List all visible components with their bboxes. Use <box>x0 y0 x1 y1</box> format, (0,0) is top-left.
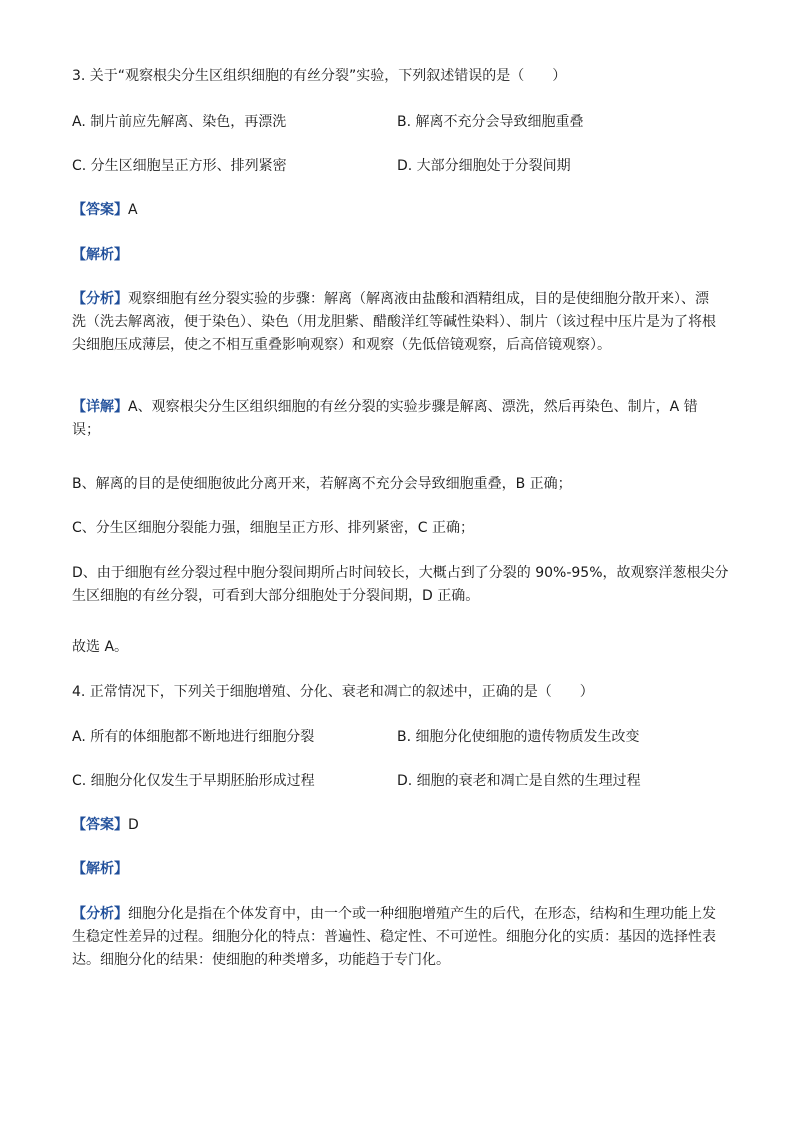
q4-option-a: A. 所有的体细胞都不断地进行细胞分裂 <box>72 729 315 745</box>
q3-option-a: A. 制片前应先解离、染色，再漂洗 <box>72 114 287 130</box>
analysis-tag: 【解析】 <box>72 861 128 877</box>
q3-analysis-heading <box>72 245 128 265</box>
answer-tag: 【答案】 <box>72 202 128 218</box>
q3-detail-d <box>72 562 729 608</box>
answer-value: D <box>128 817 139 833</box>
analysis-tag: 【解析】 <box>72 247 128 263</box>
q3-answer <box>72 200 138 220</box>
fenxi-line: 生稳定性差异的过程。细胞分化的特点：普遍性、稳定性、不可逆性。细胞分化的实质：基因的选择性表 <box>72 929 716 945</box>
q3-option-c: C. 分生区细胞呈正方形、排列紧密 <box>72 158 287 174</box>
q3-conclusion: 故选 A。 <box>72 639 129 655</box>
fenxi-line: 达。细胞分化的结果：使细胞的种类增多，功能趋于专门化。 <box>72 952 450 968</box>
xiangjie-tag: 【详解】 <box>72 399 128 415</box>
answer-value: A <box>128 202 138 218</box>
q3-fenxi-paragraph <box>72 288 722 357</box>
fenxi-line: 洗（洗去解离液，便于染色）、染色（用龙胆紫、醋酸洋红等碱性染料）、制片（该过程中压片是为了将根 <box>72 314 716 330</box>
fenxi-line: 细胞分化是指在个体发育中，由一个或一种细胞增殖产生的后代，在形态，结构和生理功能上发 <box>128 906 716 922</box>
fenxi-tag: 【分析】 <box>72 906 128 922</box>
q3-option-b: B. 解离不充分会导致细胞重叠 <box>397 114 584 130</box>
question-3-stem: 3. 关于“观察根尖分生区组织细胞的有丝分裂”实验，下列叙述错误的是（ ） <box>72 68 567 84</box>
q3-detail-c: C、分生区细胞分裂能力强，细胞呈正方形、排列紧密，C 正确； <box>72 520 474 536</box>
q4-option-c: C. 细胞分化仅发生于早期胚胎形成过程 <box>72 773 315 789</box>
question-4-stem: 4. 正常情况下，下列关于细胞增殖、分化、衰老和凋亡的叙述中，正确的是（ ） <box>72 684 594 700</box>
fenxi-line: 观察细胞有丝分裂实验的步骤：解离（解离液由盐酸和酒精组成，目的是使细胞分散开来）、漂 <box>128 291 709 307</box>
q4-option-b: B. 细胞分化使细胞的遗传物质发生改变 <box>397 729 640 745</box>
q3-detail-b: B、解离的目的是使细胞彼此分离开来，若解离不充分会导致细胞重叠，B 正确； <box>72 476 572 492</box>
answer-tag: 【答案】 <box>72 817 128 833</box>
fenxi-tag: 【分析】 <box>72 291 128 307</box>
q3-xiangjie-paragraph <box>72 396 722 442</box>
q4-fenxi-paragraph <box>72 903 722 972</box>
xiangjie-line: 误； <box>72 422 100 438</box>
q3-option-d: D. 大部分细胞处于分裂间期 <box>397 158 571 174</box>
detail-d-line: 生区细胞的有丝分裂，可看到大部分细胞处于分裂间期，D 正确。 <box>72 588 480 604</box>
detail-d-line: D、由于细胞有丝分裂过程中胞分裂间期所占时间较长，大概占到了分裂的 90%-95%，故观察洋葱根尖分 <box>72 565 729 581</box>
q4-analysis-heading <box>72 859 128 879</box>
fenxi-line: 尖细胞压成薄层，使之不相互重叠影响观察）和观察（先低倍镜观察，后高倍镜观察）。 <box>72 337 611 353</box>
q4-option-d: D. 细胞的衰老和凋亡是自然的生理过程 <box>397 773 641 789</box>
xiangjie-line: A、观察根尖分生区组织细胞的有丝分裂的实验步骤是解离、漂洗，然后再染色、制片，A 错 <box>128 399 698 415</box>
q4-answer <box>72 815 139 835</box>
